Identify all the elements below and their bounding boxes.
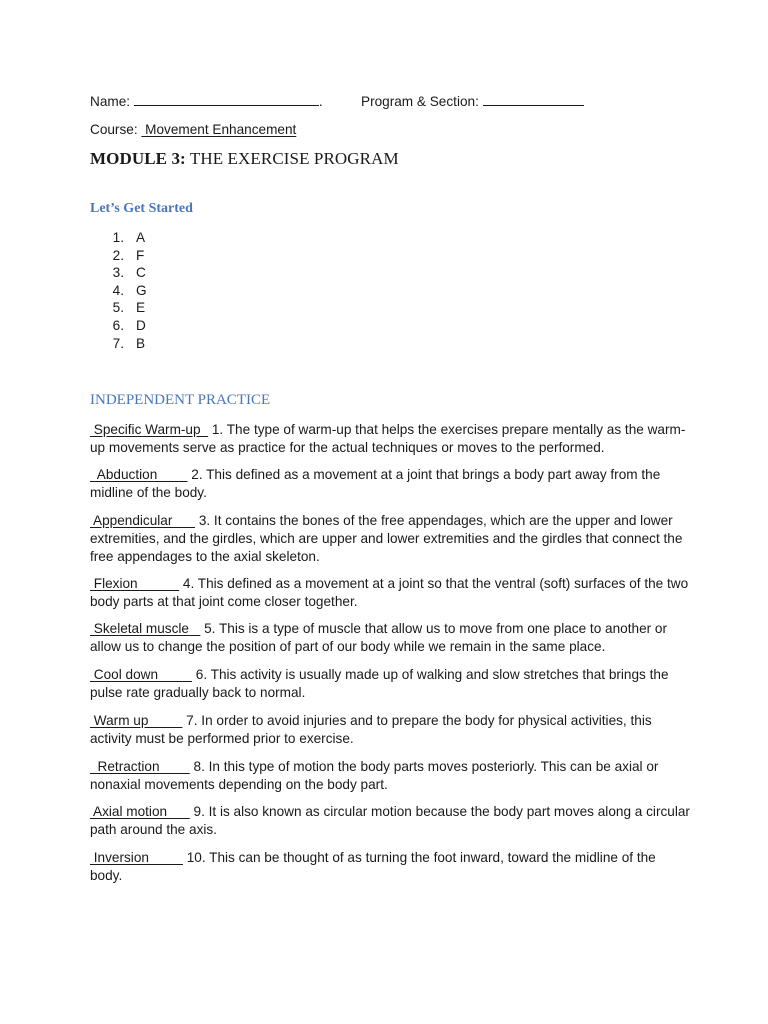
program-blank[interactable] — [483, 92, 584, 106]
practice-answer: Skeletal muscle — [90, 621, 201, 636]
program-row — [361, 92, 584, 111]
practice-answer: Specific Warm-up — [90, 422, 209, 437]
practice-item — [90, 849, 690, 885]
practice-question-text: 2. This defined as a movement at a joint that brings a body part away from the midline of the body. — [90, 467, 661, 500]
course-row — [90, 121, 296, 139]
list-item-letter: B — [136, 335, 146, 351]
module-name: THE EXERCISE PROGRAM — [185, 149, 399, 168]
practice-item — [90, 758, 690, 794]
list-item-letter: F — [136, 247, 145, 263]
list-item-number: 7. — [112, 335, 124, 351]
practice-item — [90, 620, 690, 656]
practice-item — [90, 803, 690, 839]
practice-question-text: 5. This is a type of muscle that allow us to move from one place to another or allow us to change the position of part of our body while we remain in the same place. — [90, 621, 668, 654]
practice-answer: Abduction — [90, 467, 188, 482]
independent-practice-heading: INDEPENDENT PRACTICE — [90, 392, 271, 408]
practice-answer: Inversion — [90, 850, 183, 865]
practice-question-text: 7. In order to avoid injuries and to prepare the body for physical activities, this activity must be performed prior to exercise. — [90, 713, 652, 746]
list-item-number: 3. — [112, 265, 124, 281]
list-item-number: 4. — [112, 282, 124, 298]
list-item-number: 5. — [112, 300, 124, 316]
list-item — [90, 264, 147, 282]
name-end: . — [318, 94, 323, 109]
practice-question-text: 6. This activity is usually made up of walking and slow stretches that brings the pulse rate gradually back to normal. — [90, 667, 669, 700]
list-item-number: 2. — [112, 247, 124, 263]
list-item-letter: E — [136, 300, 146, 316]
list-item-number: 1. — [112, 230, 124, 245]
course-value: Movement Enhancement — [141, 122, 297, 137]
practice-question-text: 1. The type of warm-up that helps the exercises prepare mentally as the warm-up movements serve as practice for the actual techniques or moves to the performed. — [90, 422, 686, 455]
program-label: Program & Section: — [361, 94, 479, 109]
list-item-number: 6. — [112, 317, 124, 333]
list-item-letter: G — [136, 282, 147, 298]
name-blank[interactable] — [134, 92, 319, 106]
practice-question-text: 3. It contains the bones of the free appendages, which are the upper and lower extremities, and the girdles, which are upper and lower extremities and the girdles that connect the free appendages to the axial skeleton. — [90, 513, 683, 564]
list-item — [90, 282, 147, 300]
list-item — [90, 229, 147, 247]
list-item — [90, 299, 147, 317]
module-number: MODULE 3: — [90, 149, 186, 168]
course-label: Course: — [90, 122, 138, 137]
practice-item — [90, 512, 690, 566]
answer-list — [90, 229, 147, 352]
list-item-letter: C — [136, 265, 146, 281]
list-item — [90, 317, 147, 335]
practice-answer: Cool down — [90, 667, 192, 682]
practice-question-text: 8. In this type of motion the body parts moves posteriorly. This can be axial or nonaxial movements depending on the body part. — [90, 759, 659, 792]
name-row — [90, 92, 323, 111]
name-label: Name: — [90, 94, 131, 109]
practice-item — [90, 712, 690, 748]
list-item — [90, 335, 147, 353]
practice-answer: Appendicular — [90, 513, 196, 528]
practice-item — [90, 421, 690, 457]
practice-answer: Warm up — [90, 713, 183, 728]
lets-get-started-heading: Let’s Get Started — [90, 201, 193, 216]
list-item — [90, 247, 147, 265]
practice-item — [90, 666, 690, 702]
practice-question-text: 9. It is also known as circular motion because the body part moves along a circular path around the axis. — [90, 804, 690, 837]
practice-item — [90, 466, 690, 502]
practice-question-text: 4. This defined as a movement at a joint so that the ventral (soft) surfaces of the two body parts at that joint come closer together. — [90, 576, 689, 609]
module-title — [90, 149, 399, 169]
practice-item — [90, 575, 690, 611]
practice-answer: Retraction — [90, 759, 190, 774]
practice-question-text: 10. This can be thought of as turning the foot inward, toward the midline of the body. — [90, 850, 656, 883]
practice-answer: Flexion — [90, 576, 180, 591]
practice-answer: Axial motion — [90, 804, 190, 819]
list-item-letter: A — [136, 230, 146, 245]
list-item-letter: D — [136, 317, 146, 333]
